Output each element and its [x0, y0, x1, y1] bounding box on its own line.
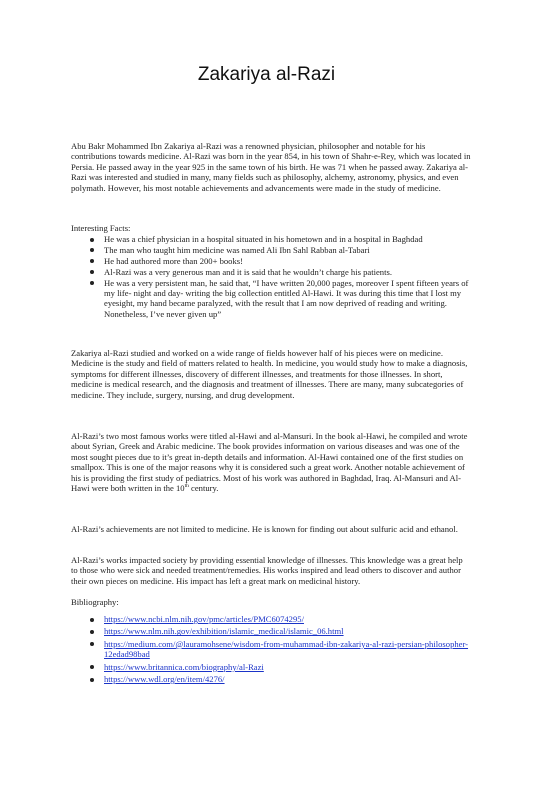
works-paragraph: [71, 431, 471, 493]
bibliography-link[interactable]: https://medium.com/@lauramohsene/wisdom-from-muhammad-ibn-zakariya-al-razi-persian-philosopher-12edad98bad: [104, 638, 469, 660]
bibliography-list: [88, 614, 472, 686]
impact-paragraph: Al-Razi’s works impacted society by providing essential knowledge of illnesses. This knowledge was a great help to those who were sick and needed treatment/remedies. His works inspired and lead others to discover and author their own pieces on medicine. His impact has left a great mark on medicinal history.: [71, 555, 463, 586]
list-item: He had authored more than 200+ books!: [88, 256, 472, 266]
achievements-paragraph: Al-Razi’s achievements are not limited to medicine. He is known for finding out about sulfuric acid and ethanol.: [71, 524, 458, 534]
works-paragraph-end: century.: [188, 483, 219, 494]
list-item: [88, 674, 472, 684]
list-item: Al-Razi was a very generous man and it is said that he wouldn’t charge his patients.: [88, 267, 472, 277]
list-item: He was a chief physician in a hospital situated in his hometown and in a hospital in Baghdad: [88, 234, 472, 244]
page-title: Zakariya al-Razi: [197, 64, 336, 85]
list-item: [88, 662, 472, 672]
facts-heading: Interesting Facts:: [71, 223, 131, 233]
facts-list: [88, 234, 472, 320]
medicine-paragraph: Zakariya al-Razi studied and worked on a wide range of fields however half of his pieces were on medicine. Medicine is the study and field of matters related to health. In medicine, you would study how to make a diagnosis, symptoms for different illnesses, discovery of different illnesses, and treatments for those illnesses. In short, medicine is medical research, and the diagnosis and treatment of illnesses. There are many, many subcategories of medicine. They include, surgery, nursing, and drug development.: [71, 348, 468, 400]
bibliography-heading: Bibliography:: [71, 597, 119, 607]
bibliography-link[interactable]: https://www.nlm.nih.gov/exhibition/islamic_medical/islamic_06.html: [104, 626, 344, 637]
list-item: [88, 626, 472, 636]
intro-paragraph: Abu Bakr Mohammed Ibn Zakariya al-Razi was a renowned physician, philosopher and notable for his contributions towards medicine. Al-Razi was born in the year 854, in his town of Shahr-e-Rey, which was located in Persia. He passed away in the year 925 in the same town of his birth. He was 71 when he passed away. Zakariya al-Razi was interested and studied in many, many fields such as philosophy, alchemy, astronomy, physics, and even polymath. However, his most notable achievements and advancements were made in the study of medicine.: [71, 141, 471, 193]
list-item: The man who taught him medicine was named Ali Ibn Sahl Rabban al-Tabari: [88, 245, 472, 255]
list-item: [88, 614, 472, 624]
works-paragraph-text: Al-Razi’s two most famous works were titled al-Hawi and al-Mansuri. In the book al-Hawi, he compiled and wrote about Syrian, Greek and Arabic medicine. The book provides information on various diseases and was one of the most sought pieces due to it’s great in-depth details and information. Al-Hawi contained one of the first studies on smallpox. This is one of the major reasons why it is considered such a great work. Another notable achievement of his is providing the first study of pediatrics. Most of his work was authored in Baghdad, Iraq. Al-Mansuri and Al-Hawi were both written in the 10: [71, 431, 468, 494]
bibliography-link[interactable]: https://www.britannica.com/biography/al-Razi: [104, 661, 264, 672]
ordinal-suffix: th: [184, 483, 189, 490]
bibliography-link[interactable]: https://www.ncbi.nlm.nih.gov/pmc/articles/PMC6074295/: [104, 614, 304, 624]
list-item: He was a very persistent man, he said that, “I have written 20,000 pages, moreover I spent fifteen years of my life- night and day- writing the big collection entitled Al-Hawi. It was during this time that I lost my eyesight, my hand became paralyzed, with the result that I am now deprived of reading and writing. Nonetheless, I’ve never given up”: [88, 278, 472, 320]
bibliography-link[interactable]: https://www.wdl.org/en/item/4276/: [104, 674, 225, 685]
list-item: [88, 639, 472, 660]
